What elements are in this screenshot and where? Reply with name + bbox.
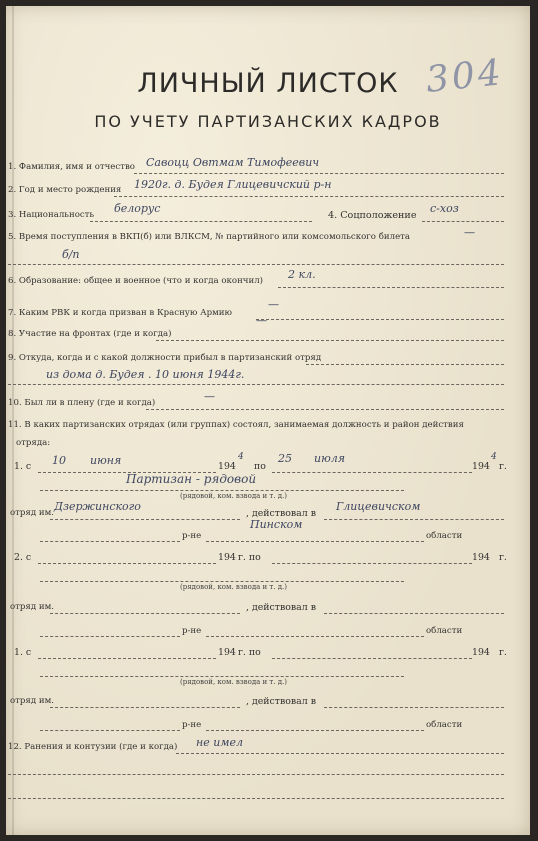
period-1-acted-label: , действовал в <box>246 508 316 519</box>
period-1-to-line <box>272 472 472 473</box>
period-3-acted-label: , действовал в <box>246 696 316 707</box>
period-2-district-label: р-не <box>182 626 202 636</box>
period-1-to-year-hand: 4 <box>491 452 497 462</box>
field-12-label: 12. Ранения и контузии (где и когда) <box>8 742 178 752</box>
period-1-to-day: 25 <box>278 452 292 465</box>
field-5-dash: — <box>464 226 475 239</box>
field-2-label: 2. Год и место рождения <box>8 185 122 195</box>
period-3-district-line-a <box>40 730 180 731</box>
period-1-region-label: области <box>426 531 463 541</box>
period-1-unit-label: отряд им. <box>10 508 55 518</box>
field-7-line <box>256 319 504 320</box>
period-1-from-year: 194 <box>218 461 236 472</box>
period-1-to-label: по <box>254 461 266 472</box>
field-12-line-c <box>8 798 504 799</box>
period-3-position-line <box>40 676 404 677</box>
field-9-line-a <box>306 364 504 365</box>
field-3-label: 3. Национальность <box>8 210 95 220</box>
field-3-line <box>90 221 312 222</box>
period-2-to-year: 194 <box>472 552 490 563</box>
field-3-value: белорус <box>114 202 161 215</box>
field-5-line <box>8 264 504 265</box>
period-2-position-hint: (рядовой, ком. взвода и т. д.) <box>180 583 288 591</box>
period-1-to-year: 194 <box>472 461 490 472</box>
field-8-value: — <box>256 314 267 327</box>
field-4-label: 4. Соцположение <box>328 210 417 221</box>
period-3-district-label: р-не <box>182 720 202 730</box>
field-1-label: 1. Фамилия, имя и отчество <box>8 162 135 172</box>
period-3-to-line <box>272 658 472 659</box>
field-12-line-b <box>8 774 504 775</box>
field-9-value: из дома д. Будея . 10 июня 1944г. <box>46 368 245 381</box>
field-7-value: — <box>268 298 279 311</box>
period-1-unit-line <box>50 519 240 520</box>
period-2-unit-label: отряд им. <box>10 602 55 612</box>
field-5-value: б/п <box>62 248 80 261</box>
field-8-label: 8. Участие на фронтах (где и когда) <box>8 329 172 339</box>
period-2-district-line-a <box>40 636 180 637</box>
period-1-district-line-b <box>206 541 424 542</box>
period-2-district-line-b <box>206 636 424 637</box>
period-3-acted-line <box>324 707 504 708</box>
form-subtitle: ПО УЧЕТУ ПАРТИЗАНСКИХ КАДРОВ <box>94 112 442 131</box>
period-3-year-suffix: г. <box>499 647 507 658</box>
field-6-value: 2 кл. <box>288 268 316 281</box>
field-4-line <box>422 221 504 222</box>
period-2-from-line <box>38 563 216 564</box>
period-3-district-line-b <box>206 730 424 731</box>
period-1-position: Партизан - рядовой <box>126 472 257 486</box>
period-2-unit-line <box>50 613 240 614</box>
period-2-year-suffix: г. <box>499 552 507 563</box>
period-3-unit-line <box>50 707 240 708</box>
period-1-district-line-a <box>40 541 180 542</box>
period-1-acted-line <box>324 519 504 520</box>
period-2-position-line <box>40 581 404 582</box>
form-title: ЛИЧНЫЙ ЛИСТОК <box>137 68 399 99</box>
field-10-line <box>146 409 504 410</box>
period-3-from-line <box>38 658 216 659</box>
period-3-from-year: 194 <box>218 647 236 658</box>
period-3-to-year: 194 <box>472 647 490 658</box>
period-2-from-year: 194 <box>218 552 236 563</box>
period-3-position-hint: (рядовой, ком. взвода и т. д.) <box>180 678 288 686</box>
period-3-unit-label: отряд им. <box>10 696 55 706</box>
period-3-from-label: 1. с <box>14 647 32 658</box>
field-12-value: не имел <box>196 736 243 749</box>
field-11-label-cont: отряда: <box>16 438 51 448</box>
field-8-line <box>156 340 504 341</box>
period-2-to-line <box>272 563 472 564</box>
field-9-label: 9. Откуда, когда и с какой должности прибыл в партизанский отряд <box>8 353 322 363</box>
field-10-label: 10. Был ли в плену (где и когда) <box>8 398 156 408</box>
period-1-district: Пинском <box>250 518 303 531</box>
period-1-to-month: июля <box>314 452 346 465</box>
field-2-value: 1920г. д. Будея Глицевичский р-н <box>134 178 332 191</box>
field-11-label: 11. В каких партизанских отрядах (или группах) состоял, занимаемая должность и район действия <box>8 420 464 430</box>
field-6-label: 6. Образование: общее и военное (что и когда окончил) <box>8 276 264 286</box>
period-2-to-label: г. по <box>238 552 261 563</box>
field-1-value: Савоцц Овтмам Тимофеевич <box>146 156 320 169</box>
field-6-line <box>278 287 504 288</box>
field-2-line <box>114 196 504 197</box>
field-1-line <box>134 173 504 174</box>
period-1-from-label: 1. с <box>14 461 32 472</box>
period-1-from-year-hand: 4 <box>238 452 244 462</box>
period-1-from-day: 10 <box>52 454 66 467</box>
period-2-acted-label: , действовал в <box>246 602 316 613</box>
field-4-value: с-хоз <box>430 202 459 215</box>
field-9-line-b <box>8 384 504 385</box>
field-7-label: 7. Каким РВК и когда призван в Красную Армию <box>8 308 232 318</box>
field-10-value: — <box>204 390 215 403</box>
period-1-district-label: р-не <box>182 531 202 541</box>
period-3-region-label: области <box>426 720 463 730</box>
archive-page-number: 304 <box>424 52 506 101</box>
period-3-to-label: г. по <box>238 647 261 658</box>
period-2-acted-line <box>324 613 504 614</box>
period-1-position-hint: (рядовой, ком. взвода и т. д.) <box>180 492 288 500</box>
period-1-unit: Дзержинского <box>54 500 141 513</box>
period-1-position-line <box>40 490 404 491</box>
period-2-from-label: 2. с <box>14 552 32 563</box>
form-sheet <box>6 6 530 835</box>
period-2-region-label: области <box>426 626 463 636</box>
period-1-acted: Глицевичском <box>336 500 421 513</box>
field-12-line <box>176 753 504 754</box>
period-1-from-month: июня <box>90 454 122 467</box>
period-1-year-suffix: г. <box>499 461 507 472</box>
field-5-label: 5. Время поступления в ВКП(б) или ВЛКСМ, № партийного или комсомольского билета <box>8 232 411 242</box>
